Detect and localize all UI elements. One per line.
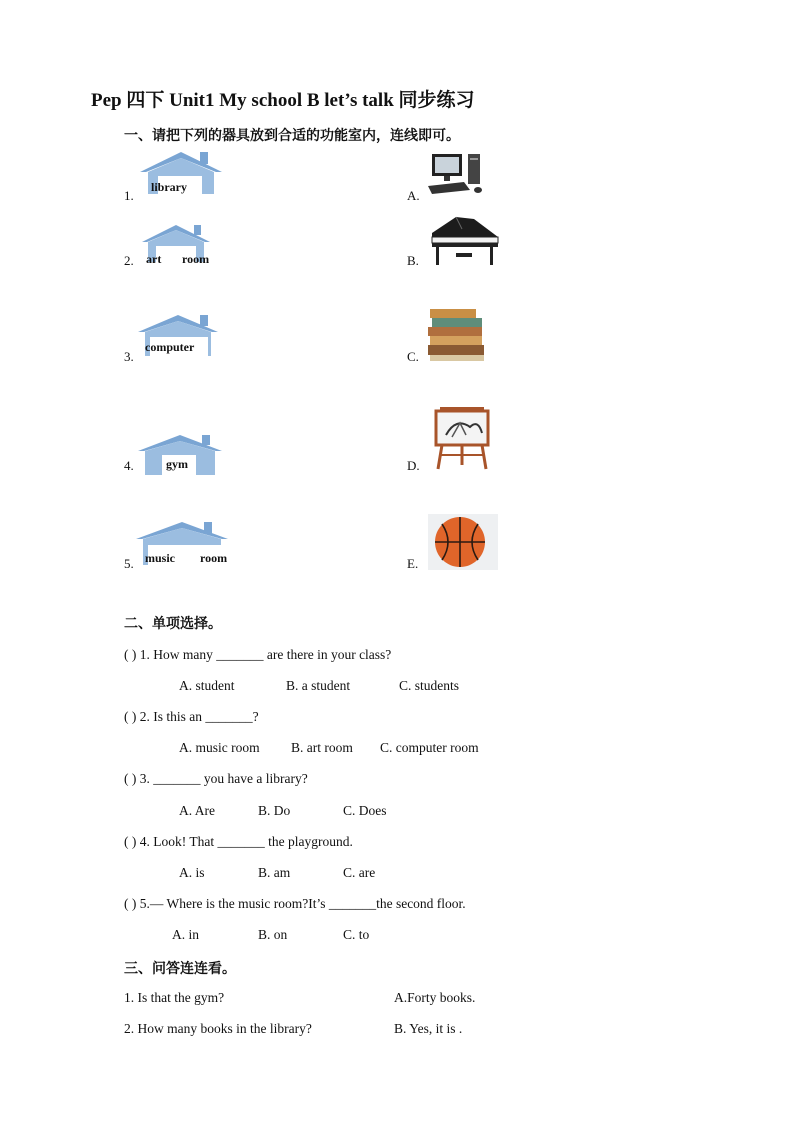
room-label-2: room	[200, 551, 228, 565]
basketball-icon	[428, 514, 508, 574]
room-number: 4.	[124, 458, 134, 473]
room-label: music	[145, 551, 175, 565]
match-answer-a: A.Forty books.	[394, 990, 476, 1005]
item-letter: E.	[407, 556, 419, 571]
match-answer-b: B. Yes, it is .	[394, 1021, 463, 1036]
house-icon	[136, 433, 226, 481]
part3-heading: 三、问答连连看。	[124, 962, 236, 977]
option-a: A. music room	[179, 740, 260, 755]
option-c: C. computer room	[380, 740, 479, 755]
item-letter: B.	[407, 253, 419, 268]
question-1: ( ) 1. How many _______ are there in your class?	[124, 647, 392, 662]
item-letter: D.	[407, 458, 420, 473]
room-number: 3.	[124, 349, 134, 364]
option-b: B. Do	[258, 803, 291, 818]
item-letter: C.	[407, 349, 419, 364]
books-icon	[424, 305, 504, 365]
option-c: C. are	[343, 865, 376, 880]
question-3: ( ) 3. _______ you have a library?	[124, 771, 308, 786]
room-label: computer	[145, 340, 195, 354]
room-number: 1.	[124, 188, 134, 203]
option-b: B. am	[258, 865, 291, 880]
page-title: Pep 四下 Unit1 My school B let’s talk 同步练习	[91, 90, 475, 111]
house-icon	[136, 312, 226, 360]
room-label: art	[146, 252, 162, 266]
option-c: C. to	[343, 927, 370, 942]
option-b: B. on	[258, 927, 288, 942]
piano-icon	[428, 213, 508, 273]
room-label: gym	[166, 457, 188, 471]
question-5: ( ) 5.— Where is the music room?It’s _______the second floor.	[124, 896, 466, 911]
option-c: C. students	[399, 678, 460, 693]
computer-icon	[424, 150, 504, 210]
house-icon	[134, 519, 228, 567]
option-a: A. is	[179, 865, 205, 880]
room-number: 5.	[124, 556, 134, 571]
question-2: ( ) 2. Is this an _______?	[124, 709, 259, 724]
room-number: 2.	[124, 253, 134, 268]
house-icon	[138, 222, 228, 270]
option-a: A. Are	[179, 803, 215, 818]
part2-heading: 二、单项选择。	[124, 617, 222, 632]
option-a: A. in	[172, 927, 199, 942]
match-question-1: 1. Is that the gym?	[124, 990, 225, 1005]
option-b: B. a student	[286, 678, 351, 693]
room-label: library	[151, 180, 187, 194]
option-a: A. student	[179, 678, 235, 693]
easel-icon	[426, 405, 506, 465]
question-4: ( ) 4. Look! That _______ the playground.	[124, 834, 353, 849]
room-label-2: room	[182, 252, 210, 266]
option-b: B. art room	[291, 740, 353, 755]
match-question-2: 2. How many books in the library?	[124, 1021, 312, 1036]
item-letter: A.	[407, 188, 420, 203]
house-icon	[136, 150, 226, 198]
part1-heading: 一、请把下列的器具放到合适的功能室内，连线即可。	[124, 129, 460, 144]
option-c: C. Does	[343, 803, 387, 818]
